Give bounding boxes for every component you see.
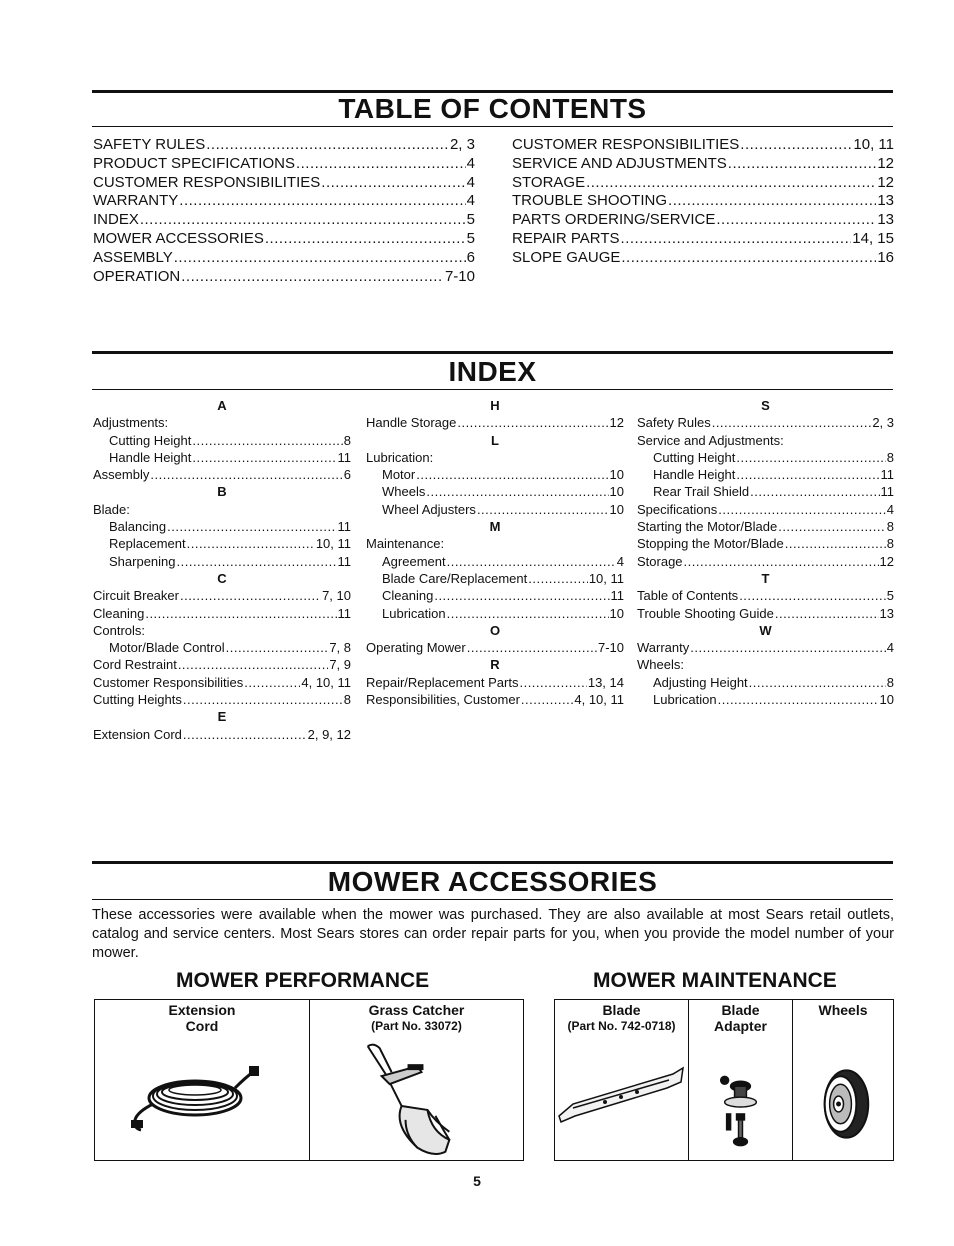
index-leader [150, 466, 342, 483]
index-entry-label: Rear Trail Shield [653, 484, 750, 500]
index-entry [366, 414, 624, 431]
index-entry-page: 4 [616, 553, 624, 569]
toc-entry [93, 249, 475, 268]
toc-entry-page: 13 [877, 192, 894, 210]
index-leader [447, 605, 609, 622]
index-letter-heading: W [759, 622, 772, 638]
toc-bottom-rule [92, 126, 893, 127]
index-leader [467, 639, 597, 656]
toc-entry-label: WARRANTY [93, 192, 179, 210]
index-entry-label: Trouble Shooting Guide [637, 605, 774, 621]
index-leader [521, 691, 573, 708]
index-entry [366, 483, 624, 500]
toc-entry-label: PRODUCT SPECIFICATIONS [93, 154, 295, 172]
index-entry [93, 414, 351, 431]
index-entry-label: Motor [382, 467, 416, 483]
toc-entry-label: MOWER ACCESSORIES [93, 229, 264, 247]
index-leader [736, 466, 879, 483]
toc-entry-page: 13 [877, 211, 894, 229]
index-entry-label: Cleaning [93, 605, 145, 621]
index-leader [684, 553, 879, 570]
index-entry [366, 501, 624, 518]
blade-adapter-label-2: Adapter [714, 1017, 767, 1034]
index-letter-heading: M [489, 519, 501, 535]
toc-left-column [93, 136, 475, 286]
toc-entry-label: SERVICE AND ADJUSTMENTS [512, 154, 727, 172]
index-leader [180, 587, 321, 604]
accessories-heading: MOWER ACCESSORIES [327, 866, 658, 897]
index-column-1 [93, 397, 351, 743]
index-entry [366, 553, 624, 570]
toc-entry-page: 5 [466, 211, 475, 229]
index-entry-page: 10, 11 [588, 570, 624, 586]
index-entry [93, 656, 351, 673]
toc-entry [93, 136, 475, 155]
toc-entry [93, 174, 475, 193]
index-entry [637, 518, 894, 535]
toc-entry-label: CUSTOMER RESPONSIBILITIES [93, 173, 321, 191]
index-entry [93, 449, 351, 466]
accessories-top-rule [92, 861, 893, 864]
index-leader [739, 587, 886, 604]
index-entry-page: 11 [337, 605, 351, 621]
blade-adapter-label-1: Blade [721, 1002, 760, 1018]
index-entry [637, 639, 894, 656]
index-letter-heading: S [761, 398, 770, 413]
index-entry-label: Handle Storage [366, 415, 457, 431]
toc-entry [93, 211, 475, 230]
index-leader [750, 483, 879, 500]
index-leader [226, 639, 329, 656]
index-letter-heading: A [217, 398, 227, 413]
index-entry [637, 605, 894, 622]
page-number: 5 [473, 1173, 481, 1189]
index-letter-heading: E [217, 709, 227, 725]
index-heading: INDEX [448, 356, 537, 387]
index-entry [93, 691, 351, 708]
toc-entry-page: 14, 15 [852, 229, 894, 247]
extension-cord-icon [95, 1058, 309, 1138]
toc-entry-page: 7-10 [444, 267, 475, 285]
index-entry [637, 691, 894, 708]
index-entry-label: Cord Restraint [93, 657, 177, 673]
index-entry [93, 726, 351, 743]
toc-entry-label: REPAIR PARTS [512, 229, 620, 247]
index-entry-label: Adjusting Height [653, 674, 748, 690]
index-entry-page: 7, 9 [329, 657, 351, 673]
index-entry [366, 605, 624, 622]
index-entry-label: Warranty [637, 640, 690, 656]
performance-heading: MOWER PERFORMANCE [176, 969, 430, 992]
index-entry [93, 535, 351, 552]
toc-leader [716, 211, 876, 230]
index-entry-page: 7, 8 [329, 640, 351, 656]
index-leader [447, 553, 616, 570]
index-entry-label: Handle Height [653, 467, 736, 483]
toc-entry-page: 4 [466, 154, 475, 172]
index-entry [93, 605, 351, 622]
index-entry-page: 11 [880, 467, 894, 483]
index-column-2 [366, 397, 624, 708]
index-leader [416, 466, 608, 483]
blade-label: Blade [602, 1002, 641, 1018]
index-entry-page: 11 [337, 553, 351, 569]
index-leader [712, 414, 872, 431]
index-leader [187, 535, 315, 552]
maintenance-box [554, 999, 894, 1161]
index-entry-page: 13 [879, 605, 894, 621]
index-entry-label: Maintenance: [366, 536, 445, 552]
index-entry-page: 10 [609, 467, 624, 483]
index-entry [637, 553, 894, 570]
index-entry-page: 8 [343, 692, 351, 708]
index-leader [718, 501, 886, 518]
index-leader [192, 449, 336, 466]
index-entry [93, 674, 351, 691]
index-entry [93, 466, 351, 483]
index-entry-page: 4, 10, 11 [301, 674, 351, 690]
index-entry [637, 432, 894, 449]
index-entry-label: Repair/Replacement Parts [366, 674, 519, 690]
index-leader [528, 570, 588, 587]
index-top-rule [92, 351, 893, 354]
index-entry [93, 553, 351, 570]
blade-cell [555, 1000, 688, 1160]
index-leader [519, 674, 586, 691]
toc-leader [740, 136, 852, 155]
index-leader [183, 691, 343, 708]
toc-entry-page: 12 [877, 154, 894, 172]
index-bottom-rule [92, 389, 893, 390]
toc-entry-label: OPERATION [93, 267, 181, 285]
index-entry [366, 570, 624, 587]
toc-entry [93, 192, 475, 211]
index-entry-page: 10 [609, 484, 624, 500]
index-entry-label: Controls: [93, 622, 146, 638]
index-entry-label: Stopping the Motor/Blade [637, 536, 784, 552]
index-entry [366, 674, 624, 691]
index-entry-page: 12 [609, 415, 624, 431]
index-entry-page: 5 [886, 588, 894, 604]
index-leader [690, 639, 886, 656]
index-leader [178, 656, 329, 673]
index-entry-page: 10 [879, 692, 894, 708]
index-entry [93, 432, 351, 449]
index-entry-page: 2, 9, 12 [307, 726, 351, 742]
index-entry-label: Agreement [382, 553, 446, 569]
index-entry-page: 10 [609, 605, 624, 621]
index-entry [93, 587, 351, 604]
index-entry-label: Responsibilities, Customer [366, 692, 520, 708]
blade-adapter-cell [688, 1000, 792, 1160]
toc-leader [621, 230, 852, 249]
index-entry-page: 8 [343, 432, 351, 448]
toc-entry [93, 230, 475, 249]
index-entry-page: 12 [879, 553, 894, 569]
index-entry [93, 622, 351, 639]
toc-entry-page: 4 [466, 192, 475, 210]
toc-entry [512, 136, 894, 155]
index-entry-label: Replacement [109, 536, 186, 552]
toc-entry-label: CUSTOMER RESPONSIBILITIES [512, 136, 740, 153]
index-letter-heading: C [217, 570, 227, 586]
index-entry-label: Assembly [93, 467, 150, 483]
index-entry-page: 11 [337, 449, 351, 465]
toc-heading: TABLE OF CONTENTS [338, 93, 647, 124]
index-entry-page: 4, 10, 11 [574, 692, 624, 708]
index-entry [637, 466, 894, 483]
index-entry-page: 11 [880, 484, 894, 500]
index-entry-label: Sharpening [109, 553, 176, 569]
toc-right-column [512, 136, 894, 268]
index-letter-heading: H [490, 398, 500, 413]
index-leader [775, 605, 879, 622]
toc-entry-label: TROUBLE SHOOTING [512, 192, 668, 210]
index-entry-page: 4 [886, 501, 894, 517]
extension-cord-label-2: Cord [185, 1017, 219, 1034]
index-entry-page: 11 [337, 519, 351, 535]
index-entry-label: Wheel Adjusters [382, 501, 476, 517]
toc-entry-page: 4 [466, 173, 475, 191]
index-leader [167, 518, 336, 535]
index-entry-page: 2, 3 [872, 415, 894, 431]
index-leader [477, 501, 609, 518]
index-entry-page: 10, 11 [315, 536, 351, 552]
toc-entry-page: 2, 3 [449, 136, 475, 153]
index-entry-label: Wheels: [637, 657, 684, 673]
toc-entry [512, 249, 894, 268]
wheels-cell [792, 1000, 893, 1160]
toc-entry-label: SAFETY RULES [93, 136, 206, 153]
index-leader [244, 674, 300, 691]
index-entry-label: Specifications [637, 501, 718, 517]
toc-leader [179, 192, 465, 211]
grass-catcher-icon [310, 1036, 523, 1160]
index-entry [637, 414, 894, 431]
index-entry-label: Blade Care/Replacement [382, 570, 528, 586]
index-entry-page: 10 [609, 501, 624, 517]
index-entry-label: Storage [637, 553, 683, 569]
index-entry [93, 501, 351, 518]
index-entry [366, 691, 624, 708]
index-letter-heading: B [217, 484, 227, 500]
toc-leader [206, 136, 449, 155]
index-entry-page: 8 [886, 536, 894, 552]
toc-entry-page: 10, 11 [853, 136, 894, 153]
grass-catcher-part: (Part No. 33072) [371, 1018, 462, 1033]
index-entry-label: Lubrication [653, 692, 717, 708]
index-leader [192, 432, 342, 449]
toc-leader [265, 230, 466, 249]
index-entry-label: Blade: [93, 501, 130, 517]
toc-entry-page: 16 [877, 248, 894, 266]
index-entry-label: Circuit Breaker [93, 588, 179, 604]
index-entry-label: Cutting Height [653, 449, 736, 465]
toc-leader [586, 174, 876, 193]
index-leader [434, 587, 609, 604]
index-column-3 [637, 397, 894, 708]
index-entry-page: 7, 10 [322, 588, 351, 604]
index-entry-page: 6 [343, 467, 351, 483]
index-leader [457, 414, 608, 431]
blade-part: (Part No. 742-0718) [567, 1018, 676, 1033]
index-entry [637, 483, 894, 500]
index-entry [93, 518, 351, 535]
maintenance-heading: MOWER MAINTENANCE [593, 969, 837, 992]
index-letter-heading: L [491, 432, 499, 448]
index-letter-heading: O [489, 622, 501, 638]
index-entry-label: Cutting Heights [93, 692, 182, 708]
grass-catcher-cell [309, 1000, 523, 1160]
toc-leader [621, 249, 876, 268]
accessories-intro: These accessories were available when the mower was purchased. They are also available at most Sears retail outlets, catalog and service centers. Most Sears stores can order repair parts for you, when you provide the model number of your mower. [92, 907, 894, 962]
index-entry-label: Service and Adjustments: [637, 432, 784, 448]
index-leader [778, 518, 886, 535]
toc-entry-label: SLOPE GAUGE [512, 248, 621, 266]
index-leader [177, 553, 337, 570]
toc-entry [512, 174, 894, 193]
index-entry [366, 466, 624, 483]
index-entry-label: Safety Rules [637, 415, 711, 431]
index-entry-page: 8 [886, 519, 894, 535]
toc-leader [321, 174, 465, 193]
grass-catcher-label: Grass Catcher [368, 1002, 465, 1018]
index-entry [366, 535, 624, 552]
index-leader [749, 674, 886, 691]
extension-cord-cell [95, 1000, 309, 1160]
index-entry-label: Table of Contents [637, 588, 739, 604]
index-entry-label: Operating Mower [366, 640, 466, 656]
index-entry [637, 656, 894, 673]
toc-entry-page: 6 [466, 248, 475, 266]
toc-entry [512, 211, 894, 230]
wheel-icon [793, 1066, 893, 1142]
index-letter-heading: R [490, 657, 500, 673]
toc-entry [512, 155, 894, 174]
index-entry-label: Lubrication [382, 605, 446, 621]
index-entry-label: Cutting Height [109, 432, 192, 448]
index-entry [637, 674, 894, 691]
toc-entry-page: 12 [877, 173, 894, 191]
toc-entry [512, 192, 894, 211]
index-entry-page: 7-10 [597, 640, 624, 656]
extension-cord-label-1: Extension [168, 1002, 236, 1018]
index-leader [426, 483, 608, 500]
index-leader [785, 535, 886, 552]
index-entry [93, 639, 351, 656]
accessories-bottom-rule [92, 899, 893, 900]
index-entry-label: Extension Cord [93, 726, 182, 742]
toc-entry [93, 155, 475, 174]
index-letter-heading: T [761, 570, 770, 586]
index-entry-label: Lubrication: [366, 449, 434, 465]
index-leader [718, 691, 879, 708]
toc-leader [174, 249, 466, 268]
wheels-label: Wheels [818, 1002, 868, 1018]
index-entry [637, 501, 894, 518]
performance-box [94, 999, 524, 1161]
toc-entry-label: INDEX [93, 211, 139, 229]
toc-leader [140, 211, 466, 230]
index-entry-page: 8 [886, 674, 894, 690]
index-entry-label: Adjustments: [93, 415, 169, 431]
index-entry [366, 587, 624, 604]
index-entry-label: Balancing [109, 519, 167, 535]
index-entry-label: Wheels [382, 484, 426, 500]
index-entry-label: Cleaning [382, 588, 434, 604]
index-entry [366, 449, 624, 466]
index-entry [366, 639, 624, 656]
toc-entry-label: ASSEMBLY [93, 248, 173, 266]
toc-entry [512, 230, 894, 249]
toc-entry [93, 268, 475, 287]
index-entry-page: 11 [610, 588, 624, 604]
toc-entry-page: 5 [466, 229, 475, 247]
blade-adapter-icon [689, 1064, 792, 1154]
index-leader [145, 605, 336, 622]
index-leader [736, 449, 885, 466]
index-entry [637, 587, 894, 604]
toc-leader [728, 155, 877, 174]
toc-entry-label: PARTS ORDERING/SERVICE [512, 211, 716, 229]
index-entry [637, 449, 894, 466]
index-entry-label: Motor/Blade Control [109, 640, 225, 656]
index-entry-page: 4 [886, 640, 894, 656]
toc-leader [296, 155, 466, 174]
blade-icon [555, 1060, 688, 1130]
index-entry-label: Handle Height [109, 449, 192, 465]
index-entry-label: Starting the Motor/Blade [637, 519, 778, 535]
toc-leader [181, 268, 444, 287]
index-entry-page: 8 [886, 449, 894, 465]
index-entry-label: Customer Responsibilities [93, 674, 244, 690]
toc-entry-label: STORAGE [512, 173, 586, 191]
toc-leader [668, 192, 876, 211]
index-entry-page: 13, 14 [587, 674, 624, 690]
index-entry [637, 535, 894, 552]
index-leader [183, 726, 307, 743]
